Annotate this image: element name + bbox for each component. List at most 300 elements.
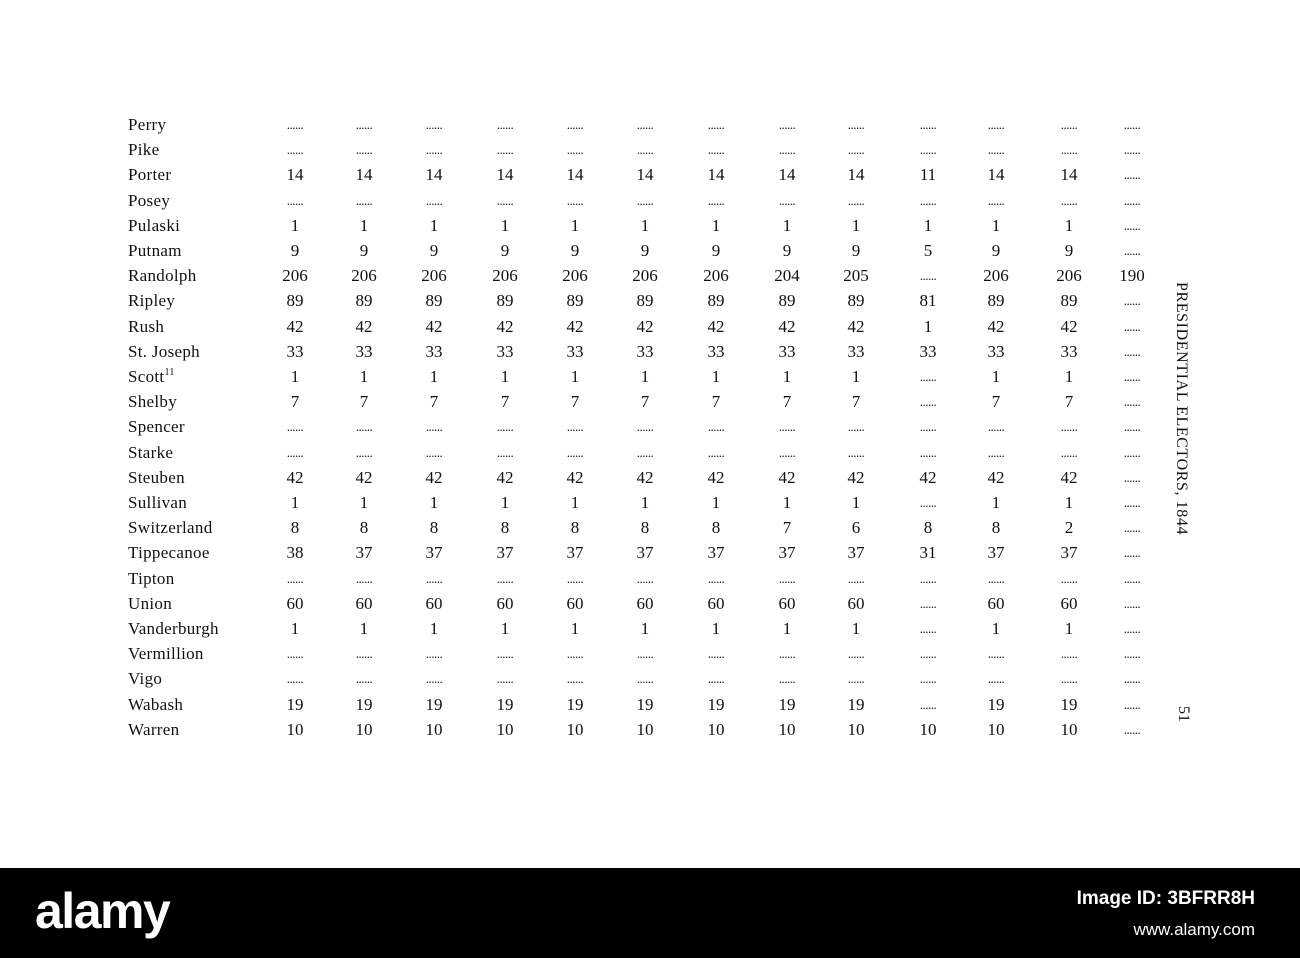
vote-cell: 1 [851,493,861,512]
vote-cell: 37 [636,543,654,563]
vote-cell: 8 [923,518,933,538]
vote-cell: 38 [286,543,304,563]
vote-cell: ...... [778,192,796,208]
table-row [0,442,1300,467]
vote-cell: 33 [355,341,373,361]
vote-cell: 81 [919,291,937,311]
vote-cell: ...... [707,570,725,586]
county-name: Spencer [128,417,185,437]
vote-cell: 1 [500,367,510,386]
vote-cell: ...... [636,646,654,662]
vote-cell: 33 [1060,341,1078,361]
vote-cell: 206 [562,266,588,286]
vote-cell: ...... [707,444,725,460]
county-name: Sullivan [128,493,188,512]
vote-cell: 1 [359,493,369,512]
vote-cell: 10 [286,719,304,739]
vote-cell: 19 [425,694,443,714]
vote-cell: 1 [290,367,300,386]
vote-cell: ...... [1060,671,1078,687]
vote-cell: ...... [425,570,443,586]
vote-cell: 206 [282,266,308,286]
vote-cell: 60 [987,593,1005,613]
vote-cell: ...... [1123,293,1141,309]
vote-cell: 42 [636,467,654,487]
table-row [0,694,1300,719]
vote-cell: 33 [919,341,937,361]
vote-cell: ...... [1123,167,1141,183]
vote-cell: 42 [987,467,1005,487]
vote-cell: ...... [919,646,937,662]
table-row [0,668,1300,693]
county-name: Pike [128,140,160,160]
table-row [0,542,1300,567]
vote-cell: 9 [782,241,792,260]
vote-cell: 60 [286,593,304,613]
vote-cell: 1 [1064,215,1074,235]
table-row [0,568,1300,593]
county-name: Tippecanoe [128,543,210,563]
vote-cell: ...... [919,444,937,460]
table-row [0,467,1300,492]
vote-cell: 9 [1064,241,1074,260]
county-name: Pulaski [128,215,181,235]
vote-cell: 19 [566,694,584,714]
vote-cell: ...... [707,671,725,687]
vote-cell: 8 [500,518,510,538]
vote-cell: 42 [496,316,514,336]
vote-cell: 19 [1060,694,1078,714]
vote-cell: ...... [286,671,304,687]
vote-cell: ...... [1060,570,1078,586]
vote-cell: 1 [923,316,933,336]
vote-cell: 9 [991,241,1001,260]
vote-cell: ...... [636,671,654,687]
vote-cell: 10 [707,719,725,739]
vote-cell: ...... [987,419,1005,435]
vote-cell: 1 [782,493,792,512]
vote-cell: ...... [496,570,514,586]
vote-cell: ...... [636,117,654,132]
vote-cell: ...... [707,117,725,132]
county-name: Scott$^{11}$ [128,367,175,386]
vote-cell: 14 [707,165,725,185]
vote-cell: 1 [500,493,510,512]
county-name: Union [128,593,172,613]
vote-cell: ...... [987,192,1005,208]
vote-cell: 1 [711,619,721,638]
vote-cell: ...... [919,142,937,158]
table-row [0,240,1300,265]
vote-cell: 1 [429,215,439,235]
vote-cell: 60 [425,593,443,613]
vote-cell: 33 [707,341,725,361]
vote-cell: ...... [1123,545,1141,561]
county-name: Rush [128,316,165,336]
vote-cell: 19 [636,694,654,714]
table-row [0,492,1300,517]
vote-cell: ...... [425,192,443,208]
vote-cell: 89 [355,291,373,311]
vote-cell: ...... [1123,343,1141,359]
vote-cell: 1 [851,367,861,386]
vote-cell: 33 [636,341,654,361]
vote-cell: 42 [566,316,584,336]
vote-cell: ...... [778,117,796,132]
vote-cell: 1 [359,367,369,386]
vote-cell: 14 [425,165,443,185]
vote-cell: 206 [351,266,377,286]
vote-cell: 1 [640,367,650,386]
vote-cell: ...... [847,117,865,132]
vote-cell: 42 [425,467,443,487]
vote-cell: 7 [991,392,1001,412]
vote-cell: ...... [778,142,796,158]
vote-cell: 60 [566,593,584,613]
vote-cell: ...... [847,142,865,158]
vote-cell: 14 [847,165,865,185]
vote-cell: 10 [566,719,584,739]
table-row [0,139,1300,164]
vote-cell: 37 [987,543,1005,563]
vote-cell: 1 [991,215,1001,235]
vote-cell: 1 [500,215,510,235]
county-name: Tipton [128,568,175,588]
vote-cell: 1 [991,493,1001,512]
vote-cell: 37 [1060,543,1078,563]
vote-cell: 8 [429,518,439,538]
vote-cell: 206 [1056,266,1082,286]
vote-cell: 190 [1119,266,1145,286]
vote-cell: ...... [636,570,654,586]
vote-cell: 9 [640,241,650,260]
vote-cell: ...... [425,142,443,158]
vote-cell: ...... [286,142,304,158]
vote-cell: 89 [1060,291,1078,311]
vote-cell: 42 [286,316,304,336]
vote-cell: 7 [782,392,792,412]
vote-cell: ...... [919,192,937,208]
vote-cell: 37 [425,543,443,563]
county-name: Posey [128,190,171,210]
vote-cell: 42 [355,467,373,487]
vote-cell: 60 [707,593,725,613]
vote-cell: 10 [847,719,865,739]
vote-cell: ...... [286,570,304,586]
vote-cell: ...... [919,671,937,687]
vote-cell: 9 [711,241,721,260]
vote-cell: ...... [1060,419,1078,435]
vote-cell: 9 [290,241,300,260]
vote-cell: ...... [778,444,796,460]
county-name: Starke [128,442,174,462]
vote-cell: ...... [425,444,443,460]
county-name: Shelby [128,392,178,412]
vote-cell: ...... [919,570,937,586]
vote-cell: ...... [707,192,725,208]
vote-cell: 7 [429,392,439,412]
vote-cell: 10 [355,719,373,739]
vote-cell: 9 [851,241,861,260]
vote-cell: 14 [636,165,654,185]
vote-cell: 7 [290,392,300,412]
vote-cell: ...... [355,444,373,460]
vote-cell: 42 [778,316,796,336]
vote-cell: 19 [987,694,1005,714]
vote-cell: 89 [778,291,796,311]
vote-cell: 8 [991,518,1001,538]
vote-cell: ...... [355,142,373,158]
vote-cell: 19 [847,694,865,714]
vote-cell: 1 [851,215,861,235]
vote-cell: ...... [778,419,796,435]
vote-cell: ...... [566,646,584,662]
vote-cell: ...... [566,570,584,586]
vote-cell: ...... [425,671,443,687]
vote-cell: 206 [703,266,729,286]
vote-cell: ...... [1123,117,1141,132]
vote-cell: 1 [782,215,792,235]
vote-cell: 8 [570,518,580,538]
vote-cell: 7 [500,392,510,412]
site-url: www.alamy.com [1133,920,1255,939]
vote-cell: ...... [1123,444,1141,460]
vote-cell: 1 [991,619,1001,638]
vote-cell: 42 [566,467,584,487]
vote-cell: ...... [496,192,514,208]
table-row [0,215,1300,240]
vote-cell: ...... [1123,419,1141,435]
vote-cell: 14 [987,165,1005,185]
vote-cell: 89 [636,291,654,311]
vote-cell: 7 [640,392,650,412]
vote-cell: 33 [286,341,304,361]
vote-cell: 60 [496,593,514,613]
vote-cell: 1 [923,215,933,235]
vote-cell: 19 [286,694,304,714]
vote-cell: ...... [636,444,654,460]
vote-cell: 42 [847,316,865,336]
vote-cell: 60 [778,593,796,613]
vote-cell: 37 [847,543,865,563]
vote-cell: 33 [778,341,796,361]
vote-cell: ...... [919,268,937,284]
vote-cell: ...... [286,646,304,662]
vote-cell: ...... [566,419,584,435]
county-name: Ripley [128,291,176,311]
vote-cell: 9 [429,241,439,260]
vote-cell: ...... [496,646,514,662]
vote-cell: 9 [500,241,510,260]
vote-cell: 14 [1060,165,1078,185]
vote-cell: 33 [496,341,514,361]
vote-cell: 89 [707,291,725,311]
vote-cell: ...... [636,192,654,208]
table-row [0,416,1300,441]
vote-cell: 1 [500,619,510,638]
table-row [0,316,1300,341]
vote-cell: 42 [707,316,725,336]
vote-cell: 11 [919,165,937,185]
vote-cell: ...... [1123,570,1141,586]
vote-cell: 89 [286,291,304,311]
vote-cell: 60 [636,593,654,613]
vote-cell: 37 [778,543,796,563]
vote-cell: 206 [983,266,1009,286]
vote-cell: 1 [429,493,439,512]
vote-cell: ...... [987,444,1005,460]
vote-cell: 10 [496,719,514,739]
vote-cell: 89 [425,291,443,311]
vote-cell: ...... [1123,621,1141,636]
vote-cell: ...... [778,646,796,662]
vote-cell: ...... [847,671,865,687]
vote-cell: 1 [640,619,650,638]
vote-cell: ...... [566,142,584,158]
vote-cell: 33 [425,341,443,361]
table-row [0,114,1300,139]
vote-cell: 42 [847,467,865,487]
vote-cell: ...... [496,444,514,460]
vote-cell: ...... [847,419,865,435]
vote-cell: 33 [566,341,584,361]
watermark-footer [0,868,1300,958]
vote-cell: 206 [421,266,447,286]
county-name: Putnam [128,241,182,260]
vote-cell: ...... [1123,243,1141,258]
county-name: Wabash [128,694,184,714]
vote-cell: 42 [496,467,514,487]
vote-cell: ...... [496,142,514,158]
vote-cell: ...... [1123,192,1141,208]
vote-cell: ...... [1123,142,1141,158]
vote-cell: ...... [919,595,937,611]
vote-cell: ...... [847,570,865,586]
vote-cell: 8 [640,518,650,538]
table-row [0,190,1300,215]
vote-cell: ...... [919,621,937,636]
vote-cell: 7 [570,392,580,412]
vote-cell: 8 [359,518,369,538]
county-name: Warren [128,719,180,739]
table-row [0,517,1300,542]
vote-cell: ...... [1060,192,1078,208]
vote-cell: 10 [425,719,443,739]
page-number: 51 [1175,706,1192,722]
vote-cell: ...... [987,646,1005,662]
vote-cell: ...... [286,444,304,460]
vote-cell: ...... [1123,696,1141,712]
footnote-marker: 11 [164,367,175,378]
vote-cell: 1 [851,619,861,638]
vote-cell: 89 [847,291,865,311]
county-name: Steuben [128,467,185,487]
vote-cell: 42 [987,316,1005,336]
vote-cell: 1 [570,619,580,638]
vote-cell: 1 [429,367,439,386]
vote-cell: 42 [425,316,443,336]
vote-cell: 10 [1060,719,1078,739]
vote-cell: ...... [919,117,937,132]
vote-cell: 42 [636,316,654,336]
vote-cell: ...... [707,646,725,662]
vote-cell: ...... [778,570,796,586]
vote-cell: ...... [566,444,584,460]
table-row [0,341,1300,366]
vote-cell: ...... [1060,142,1078,158]
table-row [0,290,1300,315]
vote-cell: ...... [1060,444,1078,460]
vote-cell: ...... [987,671,1005,687]
table-row [0,265,1300,290]
vote-cell: ...... [355,192,373,208]
vote-cell: 37 [496,543,514,563]
vote-cell: 1 [640,215,650,235]
vote-cell: 14 [496,165,514,185]
vote-cell: 7 [1064,392,1074,412]
vote-cell: ...... [1123,646,1141,662]
vote-cell: ...... [1123,469,1141,485]
vote-cell: 1 [640,493,650,512]
county-name: Switzerland [128,518,213,538]
vote-cell: 42 [286,467,304,487]
vote-cell: ...... [847,192,865,208]
vote-cell: 6 [851,518,861,538]
vote-cell: 31 [919,543,937,563]
county-name: Vermillion [128,644,204,664]
vote-cell: 1 [782,367,792,386]
vote-cell: ...... [847,646,865,662]
vote-cell: ...... [1123,495,1141,510]
vote-cell: ...... [425,646,443,662]
vote-cell: 1 [1064,619,1074,638]
county-name: Vanderburgh [128,619,219,638]
vote-cell: 1 [290,493,300,512]
vote-cell: 42 [355,316,373,336]
vote-cell: 206 [492,266,518,286]
vote-cell: 42 [707,467,725,487]
vote-cell: 8 [711,518,721,538]
vote-cell: 206 [632,266,658,286]
table-row [0,391,1300,416]
vote-cell: ...... [919,696,937,712]
vote-cell: ...... [1123,318,1141,334]
vote-cell: ...... [355,570,373,586]
vote-cell: ...... [1123,394,1141,410]
vote-cell: 42 [778,467,796,487]
vote-cell: 1 [429,619,439,638]
vote-cell: 205 [843,266,869,286]
vote-cell: 1 [711,367,721,386]
vote-cell: ...... [778,671,796,687]
vote-cell: 60 [847,593,865,613]
county-name: Porter [128,165,172,185]
vote-cell: 10 [987,719,1005,739]
vote-cell: ...... [1123,721,1141,737]
vote-cell: 14 [355,165,373,185]
vote-cell: 60 [355,593,373,613]
vote-cell: 204 [774,266,800,286]
vote-cell: 19 [496,694,514,714]
vote-cell: 37 [355,543,373,563]
brand-logo: alamy [35,883,170,939]
vote-cell: 10 [636,719,654,739]
vote-cell: 14 [286,165,304,185]
vote-cell: 7 [851,392,861,412]
vote-cell: 1 [359,215,369,235]
county-name: St. Joseph [128,341,200,361]
vote-cell: 37 [566,543,584,563]
